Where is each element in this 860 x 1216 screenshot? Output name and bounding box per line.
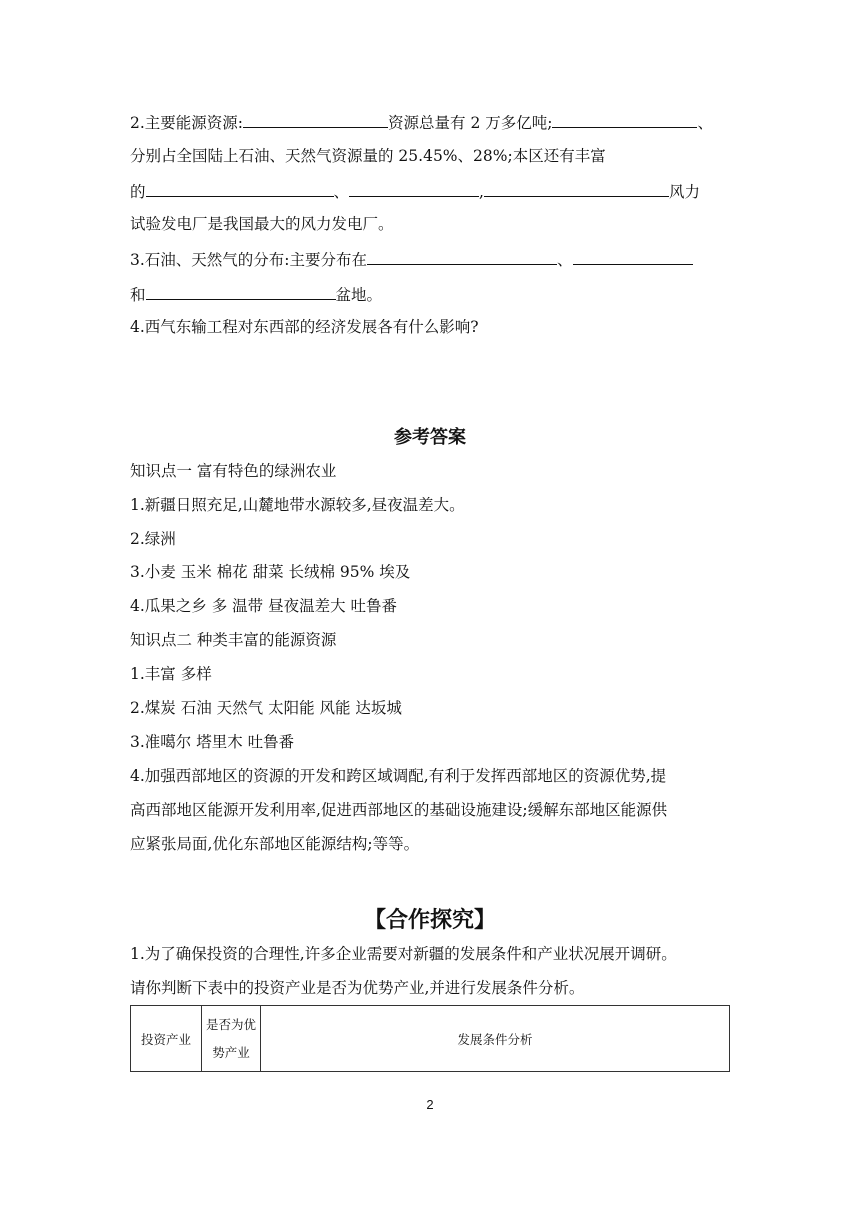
answer-line: 4.瓜果之乡 多 温带 昼夜温差大 吐鲁番 bbox=[130, 597, 397, 615]
q2-text: 、 bbox=[333, 183, 350, 201]
table-header-advantage-line: 势产业 bbox=[212, 1044, 250, 1060]
q2-text: 风力 bbox=[668, 183, 700, 201]
q3-line-1 bbox=[130, 248, 693, 270]
explore-heading: 【合作探究】 bbox=[363, 908, 496, 933]
q2-line-1 bbox=[130, 111, 713, 133]
answer-line: 2.煤炭 石油 天然气 太阳能 风能 达坂城 bbox=[130, 699, 402, 717]
page-number: 2 bbox=[426, 1097, 434, 1112]
answer-line: 应紧张局面,优化东部地区能源结构;等等。 bbox=[130, 835, 420, 853]
answer-line: 高西部地区能源开发利用率,促进西部地区的基础设施建设;缓解东部地区能源供 bbox=[130, 801, 668, 819]
explore-question-line: 请你判断下表中的投资产业是否为优势产业,并进行发展条件分析。 bbox=[130, 979, 585, 997]
fill-blank[interactable] bbox=[146, 283, 336, 300]
answers-heading: 参考答案 bbox=[394, 427, 466, 448]
knowledge-point-2-title: 知识点二 种类丰富的能源资源 bbox=[130, 631, 337, 649]
q2-text: 资源总量有 2 万多亿吨; bbox=[388, 114, 553, 132]
table-header-row bbox=[131, 1006, 730, 1072]
fill-blank[interactable] bbox=[573, 248, 693, 265]
fill-blank[interactable] bbox=[552, 111, 697, 128]
answer-line: 1.新疆日照充足,山麓地带水源较多,昼夜温差大。 bbox=[130, 496, 465, 514]
q2-text: 的 bbox=[130, 183, 146, 201]
fill-blank[interactable] bbox=[349, 180, 479, 197]
q3-line-2 bbox=[130, 283, 382, 305]
explore-question-line: 1.为了确保投资的合理性,许多企业需要对新疆的发展条件和产业状况展开调研。 bbox=[130, 945, 677, 963]
q3-text: 3.石油、天然气的分布:主要分布在 bbox=[130, 251, 368, 269]
table-header-industry: 投资产业 bbox=[131, 1006, 202, 1072]
answer-line: 3.小麦 玉米 棉花 甜菜 长绒棉 95% 埃及 bbox=[130, 563, 411, 581]
q3-text: 、 bbox=[557, 251, 573, 269]
q2-text: 、 bbox=[697, 114, 713, 132]
q3-text: 盆地。 bbox=[335, 286, 383, 304]
table-header-advantage bbox=[202, 1006, 261, 1072]
q2-text: , bbox=[479, 183, 484, 201]
fill-blank[interactable] bbox=[367, 248, 557, 265]
knowledge-point-1-title: 知识点一 富有特色的绿洲农业 bbox=[130, 462, 337, 480]
q4-line: 4.西气东输工程对东西部的经济发展各有什么影响? bbox=[130, 318, 479, 336]
answer-line: 3.准噶尔 塔里木 吐鲁番 bbox=[130, 733, 295, 751]
fill-blank[interactable] bbox=[243, 111, 388, 128]
answer-line: 1.丰富 多样 bbox=[130, 665, 212, 683]
q2-text: 2.主要能源资源: bbox=[130, 114, 244, 132]
fill-blank[interactable] bbox=[146, 180, 334, 197]
table-header-analysis: 发展条件分析 bbox=[261, 1006, 730, 1072]
q3-text: 和 bbox=[130, 286, 146, 304]
table-header-advantage-line: 是否为优 bbox=[205, 1016, 256, 1032]
q2-line-2: 分别占全国陆上石油、天然气资源量的 25.45%、28%;本区还有丰富 bbox=[130, 147, 606, 165]
q2-line-3 bbox=[130, 180, 700, 202]
answer-line: 4.加强西部地区的资源的开发和跨区域调配,有利于发挥西部地区的资源优势,提 bbox=[130, 767, 667, 785]
fill-blank[interactable] bbox=[484, 180, 669, 197]
q2-line-4: 试验发电厂是我国最大的风力发电厂。 bbox=[130, 215, 394, 233]
answer-line: 2.绿洲 bbox=[130, 530, 176, 548]
investment-table bbox=[130, 1005, 730, 1072]
